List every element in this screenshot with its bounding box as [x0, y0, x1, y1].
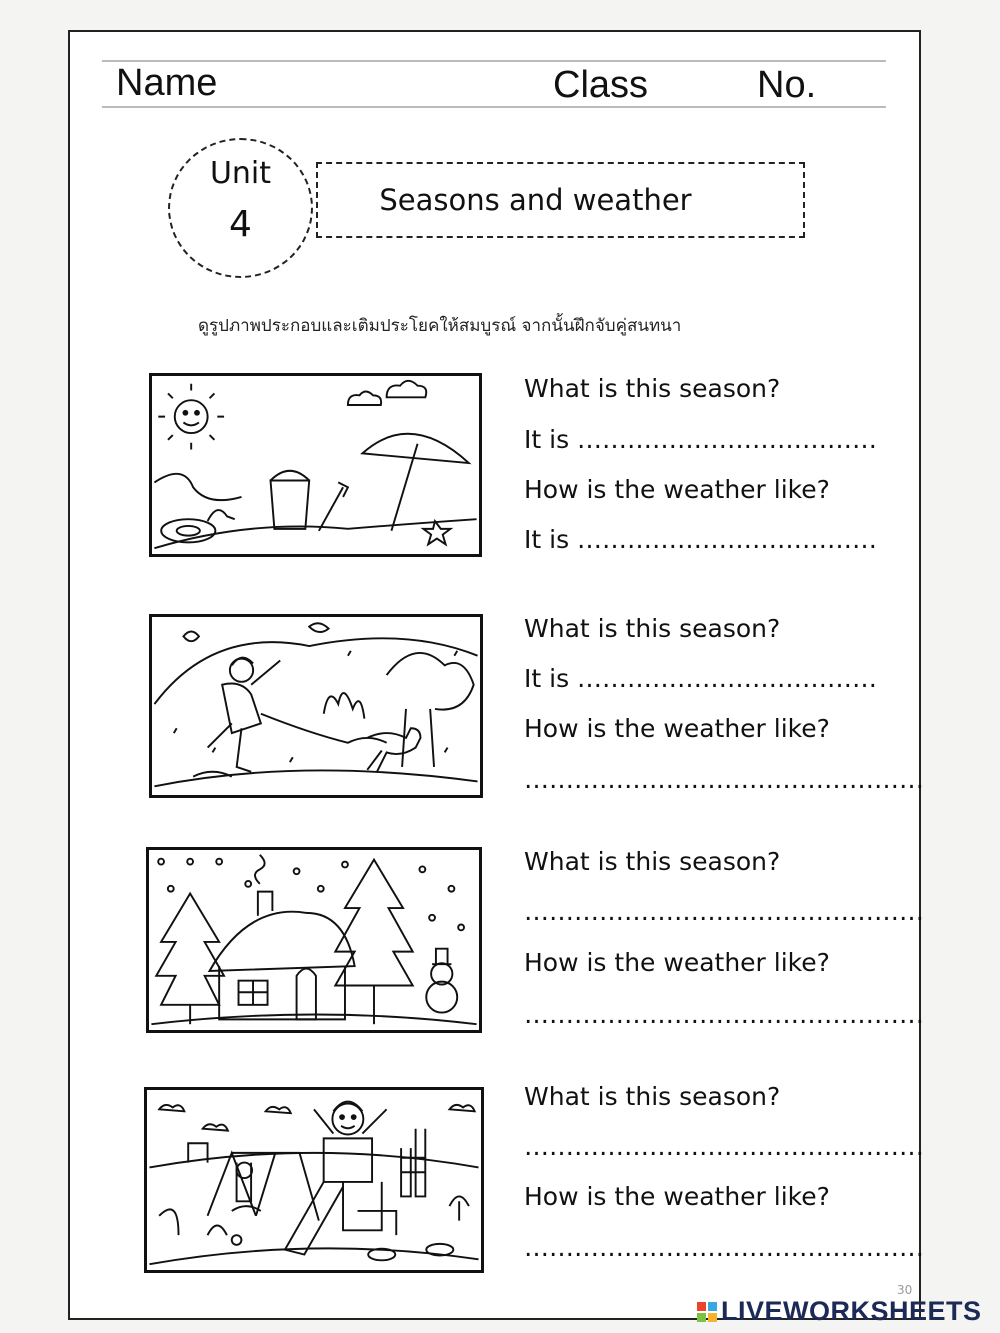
no-label: No. — [757, 64, 817, 106]
q1-line-4[interactable]: It is ……………………………… — [524, 525, 878, 554]
q2-line-1: What is this season? — [524, 614, 781, 643]
page-number: 30 — [897, 1283, 913, 1297]
q3-line-4[interactable]: ………………………………………… — [524, 1000, 924, 1029]
instruction-text: ดูรูปภาพประกอบและเติมประโยคให้สมบูรณ์ จากนั้นฝึกจับคู่สนทนา — [198, 316, 682, 336]
q3-line-1: What is this season? — [524, 847, 781, 876]
unit-word: Unit — [209, 156, 272, 191]
brand-name: LIVEWORKSHEETS — [721, 1296, 982, 1326]
q3-line-2[interactable]: ………………………………………… — [524, 897, 924, 926]
snowy-winter-picture — [146, 847, 482, 1033]
q1-line-3: How is the weather like? — [524, 475, 830, 504]
windy-autumn-picture — [149, 614, 483, 798]
header-top-rule — [102, 60, 886, 62]
q1-line-2[interactable]: It is ……………………………… — [524, 425, 878, 454]
summer-beach-picture — [149, 373, 482, 557]
spring-playground-picture — [144, 1087, 484, 1273]
q2-line-4[interactable]: ………………………………………… — [524, 765, 924, 794]
unit-number: 4 — [229, 204, 252, 245]
q4-line-3: How is the weather like? — [524, 1182, 830, 1211]
q4-line-2[interactable]: ………………………………………… — [524, 1132, 924, 1161]
q4-line-1: What is this season? — [524, 1082, 781, 1111]
q1-line-1: What is this season? — [524, 374, 781, 403]
unit-title: Seasons and weather — [379, 183, 692, 217]
class-label: Class — [553, 64, 649, 106]
q4-line-4[interactable]: ………………………………………… — [524, 1233, 924, 1262]
q2-line-3: How is the weather like? — [524, 714, 830, 743]
liveworksheets-logo-icon — [697, 1302, 717, 1322]
q2-line-2[interactable]: It is ……………………………… — [524, 664, 878, 693]
name-label: Name — [116, 62, 218, 104]
unit-title-box — [316, 162, 805, 238]
liveworksheets-logo[interactable] — [697, 1296, 982, 1327]
q3-line-3: How is the weather like? — [524, 948, 830, 977]
